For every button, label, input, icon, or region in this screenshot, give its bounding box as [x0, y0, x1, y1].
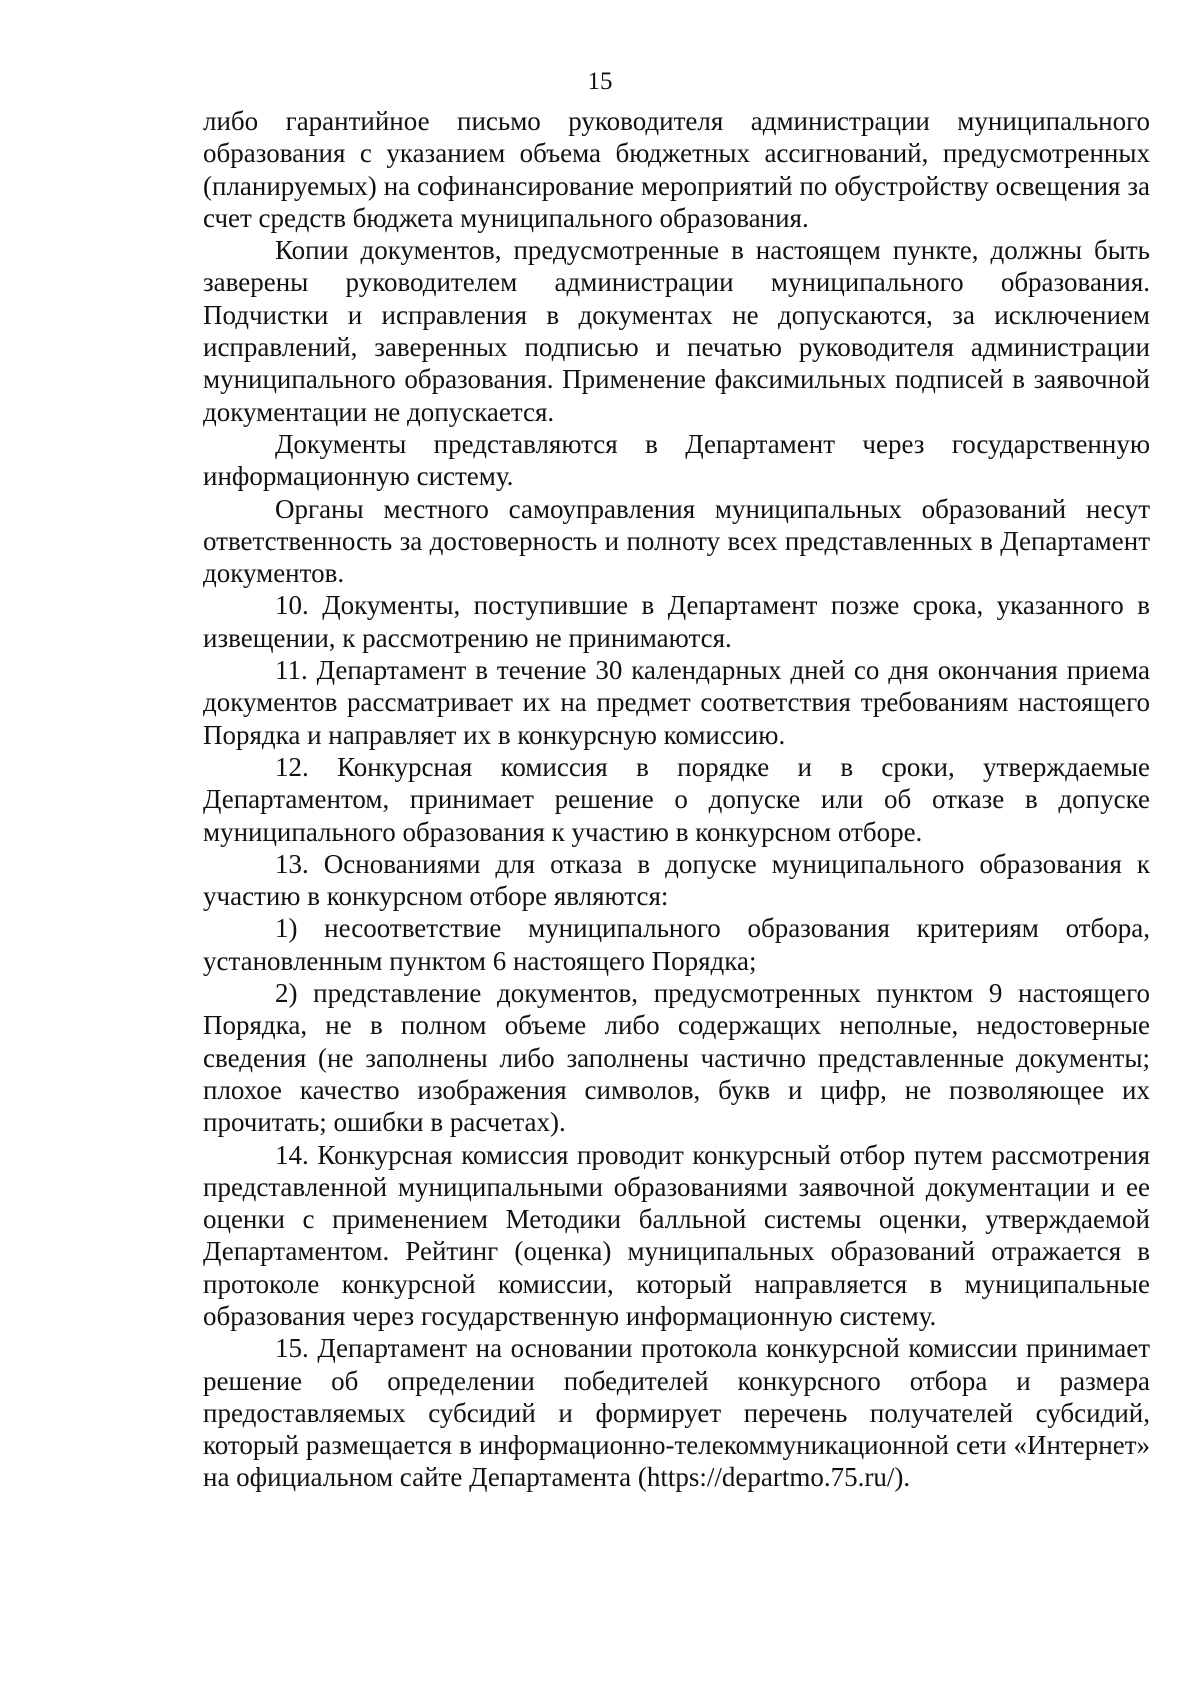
paragraph-item-13-subitem-1: 1) несоответствие муниципального образования критериям отбора, установленным пунктом 6 настоящего Порядка;	[203, 913, 1150, 976]
paragraph-item-11: 11. Департамент в течение 30 календарных дней со дня окончания приема документов рассматривает их на предмет соответствия требованиям настоящего Порядка и направляет их в конкурсную комиссию.	[203, 655, 1150, 750]
paragraph-item-13-subitem-2: 2) представление документов, предусмотренных пунктом 9 настоящего Порядка, не в полном объеме либо содержащих неполные, недостоверные сведения (не заполнены либо заполнены частично представленные документы; плохое качество изображения символов, букв и цифр, не позволяющее их прочитать; ошибки в расчетах).	[203, 978, 1150, 1138]
paragraph-item-15: 15. Департамент на основании протокола конкурсной комиссии принимает решение об определении победителей конкурсного отбора и размера предоставляемых субсидий и формирует перечень получателей субсидий, который размещается в информационно-телекоммуникационной сети «Интернет» на официальном сайте Департамента (https://departmo.75.ru/).	[203, 1333, 1150, 1493]
paragraph-item-10: 10. Документы, поступившие в Департамент позже срока, указанного в извещении, к рассмотрению не принимаются.	[203, 590, 1150, 653]
page-number: 15	[587, 68, 613, 95]
paragraph-item-14: 14. Конкурсная комиссия проводит конкурсный отбор путем рассмотрения представленной муниципальными образованиями заявочной документации и ее оценки с применением Методики балльной системы оценки, утверждаемой Департаментом. Рейтинг (оценка) муниципальных образований отражается в протоколе конкурсной комиссии, который направляется в муниципальные образования через государственную информационную систему.	[203, 1139, 1150, 1331]
paragraph-copies: Копии документов, предусмотренные в настоящем пункте, должны быть заверены руководителем администрации муниципального образования. Подчистки и исправления в документах не допускаются, за исключением исправлений, заверенных подписью и печатью руководителя администрации муниципального образования. Применение факсимильных подписей в заявочной документации не допускается.	[203, 235, 1150, 427]
paragraph-item-13: 13. Основаниями для отказа в допуске муниципального образования к участию в конкурсном отборе являются:	[203, 848, 1150, 912]
paragraph-submission: Документы представляются в Департамент через государственную информационную систему.	[203, 428, 1150, 492]
paragraph-continuation: либо гарантийное письмо руководителя администрации муниципального образования с указанием объема бюджетных ассигнований, предусмотренных (планируемых) на софинансирование мероприятий по обустройству освещения за счет средств бюджета муниципального образования.	[203, 106, 1150, 233]
document-body	[203, 105, 1150, 1494]
paragraph-item-12: 12. Конкурсная комиссия в порядке и в сроки, утверждаемые Департаментом, принимает решение о допуске или об отказе в допуске муниципального образования к участию в конкурсном отборе.	[203, 751, 1150, 847]
paragraph-responsibility: Органы местного самоуправления муниципальных образований несут ответственность за достоверность и полноту всех представленных в Департамент документов.	[203, 493, 1150, 589]
